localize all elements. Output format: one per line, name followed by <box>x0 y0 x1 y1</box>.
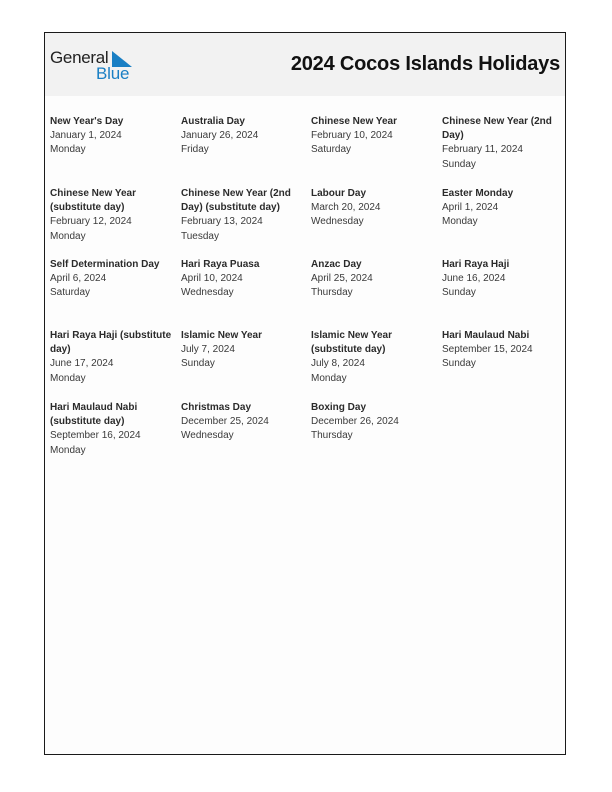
holiday-weekday: Sunday <box>442 158 476 170</box>
holiday-name: Anzac Day <box>311 259 362 270</box>
holiday-name: Hari Raya Haji (substitute day) <box>50 330 172 356</box>
holiday-date: January 1, 2024 <box>50 130 122 142</box>
holiday-name: Self Determination Day <box>50 259 160 270</box>
logo-text-general: General <box>50 48 109 67</box>
holiday-date: June 16, 2024 <box>442 273 506 285</box>
holiday-item <box>50 187 174 244</box>
holiday-date: April 10, 2024 <box>181 273 243 285</box>
holiday-date: July 8, 2024 <box>311 358 365 370</box>
holiday-weekday: Wednesday <box>181 287 234 299</box>
holiday-item <box>181 115 305 158</box>
holiday-item <box>50 258 174 301</box>
holiday-name: Boxing Day <box>311 402 367 413</box>
holiday-item <box>311 187 435 230</box>
holiday-item <box>311 401 435 444</box>
holiday-row <box>50 258 562 329</box>
holiday-date: February 10, 2024 <box>311 130 393 142</box>
holiday-name: Chinese New Year (substitute day) <box>50 188 136 214</box>
holiday-weekday: Monday <box>311 372 347 384</box>
logo-text-blue: Blue <box>96 64 130 83</box>
page-title: 2024 Cocos Islands Holidays <box>290 53 560 75</box>
holiday-weekday: Saturday <box>311 144 352 156</box>
holiday-name: Hari Raya Puasa <box>181 259 260 270</box>
holiday-item <box>442 187 566 230</box>
holiday-weekday: Monday <box>50 144 86 156</box>
holiday-weekday: Wednesday <box>181 430 234 442</box>
holiday-item <box>181 401 305 444</box>
holiday-name: New Year's Day <box>50 116 124 127</box>
holiday-weekday: Sunday <box>442 287 476 299</box>
holiday-weekday: Monday <box>50 372 86 384</box>
holiday-weekday: Tuesday <box>181 230 219 242</box>
holiday-name: Islamic New Year (substitute day) <box>311 330 392 356</box>
holiday-item <box>442 329 566 372</box>
holiday-weekday: Monday <box>50 444 86 456</box>
holiday-item <box>311 258 435 301</box>
holiday-date: September 15, 2024 <box>442 344 533 356</box>
holiday-name: Chinese New Year <box>311 116 397 127</box>
holiday-name: Hari Maulaud Nabi (substitute day) <box>50 402 138 428</box>
holiday-weekday: Saturday <box>50 287 91 299</box>
holiday-name: Labour Day <box>311 188 367 199</box>
holiday-date: March 20, 2024 <box>311 202 381 214</box>
header <box>45 33 565 96</box>
holiday-weekday: Friday <box>181 144 209 156</box>
holiday-name: Islamic New Year <box>181 330 262 341</box>
holiday-date: December 25, 2024 <box>181 416 269 428</box>
holiday-name: Chinese New Year (2nd Day) (substitute day) <box>181 188 291 214</box>
holiday-weekday: Wednesday <box>311 216 364 228</box>
holiday-item <box>50 329 174 386</box>
holiday-weekday: Thursday <box>311 287 353 299</box>
holiday-name: Easter Monday <box>442 188 514 199</box>
holiday-item <box>181 329 305 372</box>
holiday-date: December 26, 2024 <box>311 416 399 428</box>
holiday-weekday: Sunday <box>181 358 215 370</box>
page-frame <box>44 32 566 755</box>
holiday-row <box>50 115 562 187</box>
holiday-grid <box>50 115 562 473</box>
holiday-date: January 26, 2024 <box>181 130 259 142</box>
holiday-date: April 6, 2024 <box>50 273 107 285</box>
holiday-date: February 12, 2024 <box>50 216 132 228</box>
holiday-item <box>311 329 435 386</box>
holiday-date: June 17, 2024 <box>50 358 114 370</box>
holiday-name: Christmas Day <box>181 402 252 413</box>
holiday-weekday: Monday <box>50 230 86 242</box>
holiday-row <box>50 187 562 258</box>
holiday-date: April 25, 2024 <box>311 273 373 285</box>
holiday-row <box>50 401 562 473</box>
holiday-row <box>50 329 562 401</box>
holiday-weekday: Sunday <box>442 358 476 370</box>
holiday-item <box>181 187 305 244</box>
holiday-weekday: Thursday <box>311 430 353 442</box>
holiday-item <box>311 115 435 158</box>
holiday-name: Hari Maulaud Nabi <box>442 330 530 341</box>
holiday-date: July 7, 2024 <box>181 344 235 356</box>
holiday-date: September 16, 2024 <box>50 430 141 442</box>
logo <box>50 48 140 84</box>
holiday-item <box>442 258 566 301</box>
holiday-date: February 11, 2024 <box>442 144 523 156</box>
holiday-date: February 13, 2024 <box>181 216 263 228</box>
holiday-item <box>50 115 174 158</box>
holiday-item <box>50 401 174 458</box>
holiday-date: April 1, 2024 <box>442 202 499 214</box>
holiday-weekday: Monday <box>442 216 478 228</box>
holiday-name: Australia Day <box>181 116 245 127</box>
holiday-name: Hari Raya Haji <box>442 259 510 270</box>
holiday-item <box>181 258 305 301</box>
holiday-item <box>442 115 566 172</box>
holiday-name: Chinese New Year (2nd Day) <box>442 116 552 142</box>
